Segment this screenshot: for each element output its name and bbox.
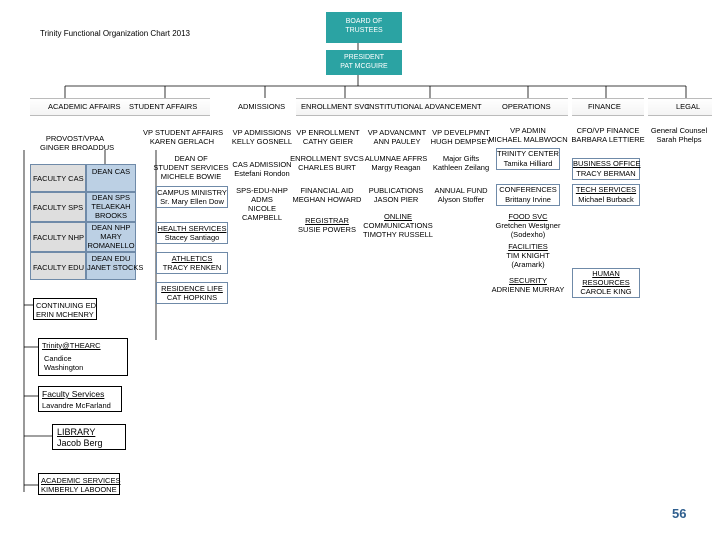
sps-admissions-line1: SPS-EDU-NHP [236,186,288,195]
library-title: LIBRARY [57,427,96,437]
vp-admin-title: VP ADMIN [510,126,546,135]
vp-advancement-title: VP ADVANCMNT [367,128,427,137]
tech-services-name: Michael Burback [578,195,634,204]
provost-title: PROVOST/VPAA [45,134,105,143]
sps-admissions-name2: CAMPBELL [241,213,283,222]
header-academic-affairs: ACADEMIC AFFAIRS [48,102,121,111]
athletics-box [156,252,228,274]
human-resources-box [572,268,640,298]
president-title: PRESIDENT [343,54,385,61]
trinity-center-title: TRINITY CENTER [497,149,559,158]
registrar-title: REGISTRAR [305,216,349,225]
sps-admissions-line2: ADMS [251,195,273,204]
online-communications-line2: COMMUNICATIONS [363,221,433,230]
academic-services-box [38,473,120,495]
faculty-services-title: Faculty Services [42,389,105,399]
online-communications [356,212,440,239]
thearc-box [38,338,128,376]
general-counsel [646,126,712,144]
food-service-title: FOOD SVC [508,212,548,221]
alumnae-affairs-title: ALUMNAE AFFRS [364,154,428,163]
dean-of-students-line1: DEAN OF [174,154,208,163]
food-service [486,212,570,239]
chart-title: Trinity Functional Organization Chart 2013 [40,29,190,38]
dean-of-students [152,154,230,181]
conferences-title: CONFERENCES [499,185,557,194]
athletics-title: ATHLETICS [171,254,213,263]
registrar [290,216,364,234]
vp-development-name: HUGH DEMPSEY [430,137,492,146]
campus-ministry-box [156,186,228,208]
security-name: ADRIENNE MURRAY [491,285,565,294]
vp-enrollment [292,128,364,146]
header-finance: FINANCE [588,102,621,111]
annual-fund-name: Alyson Stoffer [437,195,485,204]
vp-development-title: VP DEVELPMNT [432,128,490,137]
header-institutional-advancement: INSTITUTIONAL ADVANCEMENT [367,102,482,111]
board-line2: TRUSTEES [345,27,383,34]
health-services-name: Stacey Santiago [164,233,220,242]
dean-of-students-name: MICHELE BOWIE [160,172,222,181]
online-communications-line1: ONLINE [384,212,412,221]
hr-line2: RESOURCES [582,278,630,287]
dean-sps-title: DEAN SPS [92,193,130,202]
dean-nhp-name1: MARY [100,232,122,241]
athletics-name: TRACY RENKEN [162,263,222,272]
president-name: PAT MCGUIRE [340,63,388,70]
library-name: Jacob Berg [57,438,103,448]
vp-enrollment-name: CATHY GEIER [302,137,354,146]
academic-services-title: ACADEMIC SERVICES [41,476,121,485]
general-counsel-name: Sarah Phelps [656,135,702,144]
faculty-edu: FACULTY EDU [33,263,84,272]
publications-name: JASON PIER [373,195,419,204]
conferences-box [496,184,560,206]
header-admissions: ADMISSIONS [238,102,286,111]
dean-nhp-title: DEAN NHP [91,223,131,232]
annual-fund-title: ANNUAL FUND [434,186,488,195]
faculty-services-name: Lavandre McFarland [42,401,111,410]
dean-sps-name2: BROOKS [94,211,128,220]
financial-aid [290,186,364,204]
president-box [326,50,402,75]
online-communications-name: TIMOTHY RUSSELL [363,230,433,239]
vp-admissions-title: VP ADMISSIONS [232,128,292,137]
food-service-vendor: (Sodexho) [510,230,546,239]
thearc-name2: Washington [44,363,84,372]
cfo-name: BARBARA LETTIERE [571,135,645,144]
trinity-center-name: Tamika Hilliard [503,159,553,168]
cfo [568,126,648,144]
campus-ministry-name: Sr. Mary Ellen Dow [160,197,224,206]
campus-ministry-title: CAMPUS MINISTRY [157,188,227,197]
vp-student-affairs-name: KAREN GERLACH [149,137,215,146]
facilities-name: TIM KNIGHT [506,251,550,260]
general-counsel-title: General Counsel [650,126,708,135]
dean-edu-name: JANET STOCKS [87,263,144,272]
faculty-nhp: FACULTY NHP [33,233,84,242]
faculty-cas: FACULTY CAS [33,174,84,183]
academic-services-name: KIMBERLY LABOONE [41,485,117,494]
continuing-ed-box [33,298,97,320]
facilities [486,242,570,269]
continuing-ed-name: ERIN MCHENRY [36,310,94,319]
health-services-box [156,222,228,244]
business-office-name: TRACY BERMAN [576,169,636,178]
hr-line1: HUMAN [592,269,620,278]
major-gifts-name: Kathleen Zeilang [432,163,490,172]
business-office-box [572,158,640,180]
publications-title: PUBLICATIONS [368,186,424,195]
dean-edu-box [86,252,144,280]
cfo-title: CFO/VP FINANCE [576,126,640,135]
vp-admin-name: MICHAEL MALBWOCN [488,135,568,144]
trinity-center-box [496,148,560,170]
page-number: 56 [672,506,687,521]
vp-advancement-name: ANN PAULEY [373,137,421,146]
vp-admin [486,126,570,144]
alumnae-affairs [362,154,430,172]
enrollment-services-title: ENROLLMENT SVCS [290,154,364,163]
vp-admissions [226,128,298,146]
provost-name: GINGER BROADDUS [40,143,115,152]
thearc-name1: Candice [44,354,72,363]
dean-sps-box [86,192,136,222]
faculty-services-box [38,386,122,412]
cas-admission-name: Estefani Rondon [234,169,290,178]
header-operations: OPERATIONS [502,102,551,111]
security-title: SECURITY [509,276,547,285]
publications [362,186,430,204]
sps-admissions [226,186,298,222]
facilities-vendor: (Aramark) [511,260,545,269]
residence-life-title: RESIDENCE LIFE [161,284,223,293]
residence-life-name: CAT HOPKINS [166,293,218,302]
thearc-title: Trinity@THEARC [42,341,101,350]
vp-student-affairs [143,128,224,146]
vp-enrollment-title: VP ENROLLMENT [296,128,360,137]
food-service-name: Gretchen Westgner [495,221,561,230]
enrollment-services-name: CHARLES BURT [298,163,356,172]
tech-services-title: TECH SERVICES [575,185,637,194]
facilities-title: FACILITIES [508,242,548,251]
hr-name: CAROLE KING [580,287,632,296]
tech-services-box [572,184,640,206]
board-line1: BOARD OF [345,18,383,25]
health-services-title: HEALTH SERVICES [157,224,227,233]
business-office-title: BUSINESS OFFICE [573,159,641,168]
cas-admission [226,160,298,178]
annual-fund [428,186,494,204]
enrollment-services [290,154,364,172]
dean-sps-name1: TELAEKAH [91,202,131,211]
security [486,276,570,294]
residence-life-box [156,282,228,304]
cas-admission-title: CAS ADMISSION [232,160,292,169]
header-student-affairs: STUDENT AFFAIRS [129,102,198,111]
major-gifts [428,154,494,172]
continuing-ed-title: CONTINUING ED [36,301,96,310]
dean-cas: DEAN CAS [91,167,131,176]
header-enrollment: ENROLLMENT SVC [301,102,370,111]
vp-admissions-name: KELLY GOSNELL [231,137,293,146]
dean-edu-title: DEAN EDU [91,254,131,263]
financial-aid-name: MEGHAN HOWARD [292,195,362,204]
dean-of-students-line2: STUDENT SERVICES [153,163,229,172]
major-gifts-title: Major Gifts [442,154,480,163]
vp-advancement [362,128,432,146]
conferences-name: Brittany Irvine [505,195,551,204]
registrar-name: SUSIE POWERS [298,225,356,234]
faculty-sps: FACULTY SPS [33,203,84,212]
provost-block [40,134,115,152]
dean-nhp-box [86,222,136,252]
financial-aid-title: FINANCIAL AID [300,186,354,195]
library-box [52,424,126,450]
header-legal: LEGAL [676,102,701,111]
board-of-trustees-box [326,12,402,43]
vp-development [428,128,494,146]
sps-admissions-name1: NICOLE [248,204,276,213]
dean-nhp-name2: ROMANELLO [87,241,135,250]
alumnae-affairs-name: Margy Reagan [371,163,421,172]
vp-student-affairs-title: VP STUDENT AFFAIRS [143,128,224,137]
